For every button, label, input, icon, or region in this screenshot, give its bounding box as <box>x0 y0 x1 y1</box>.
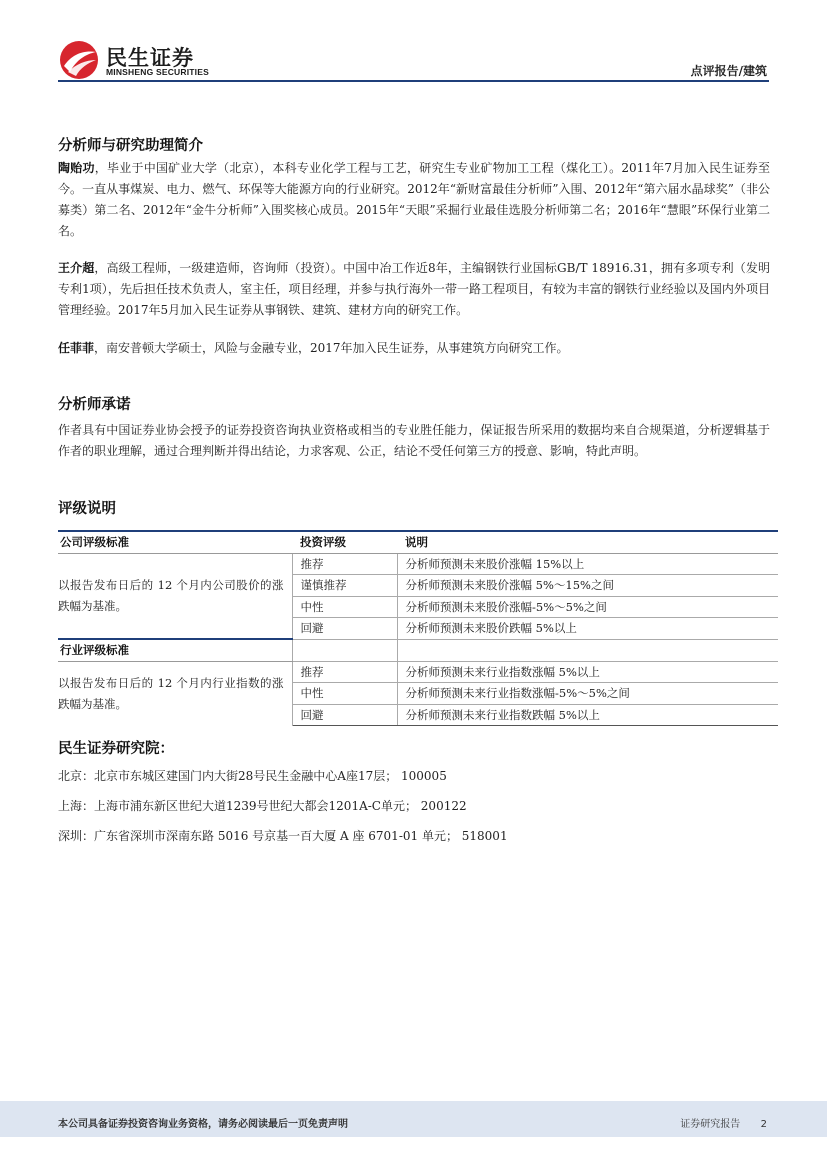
description-cell: 分析师预测未来行业指数涨幅 5%以上 <box>397 661 778 683</box>
analyst-bio-text: ，高级工程师，一级建造师，咨询师（投资）。中国中冶工作近8年，主编钢铁行业国标GB/T 18916.31，拥有多项专利（发明专利1项），先后担任技术负责人，室主任，项目经理，并参与执行海外一带一路工程项目，有较为丰富的钢铁行业经验以及国内外项目管理经验。2017年5月加入民生证券从事钢铁、建筑、建材方向的研究工作。 <box>58 261 770 317</box>
rating-cell: 中性 <box>292 683 397 705</box>
analyst-name: 任菲菲 <box>58 341 95 355</box>
brand-name-en: MINSHENG SECURITIES <box>106 67 209 77</box>
description-cell: 分析师预测未来股价涨幅 5%～15%之间 <box>397 575 778 597</box>
brand-logo <box>58 40 208 80</box>
commitment-section-title: 分析师承诺 <box>58 396 131 413</box>
analyst-bio-2 <box>58 258 770 321</box>
rating-cell: 回避 <box>292 618 397 640</box>
rating-cell: 中性 <box>292 596 397 618</box>
address-beijing: 北京：北京市东城区建国门内大街28号民生金融中心A座17层； 100005 <box>58 769 447 783</box>
rating-cell: 谨慎推荐 <box>292 575 397 597</box>
analyst-name: 陶贻功 <box>58 161 95 175</box>
report-type: 点评报告/建筑 <box>690 64 767 78</box>
rating-cell: 回避 <box>292 704 397 726</box>
address-shenzhen: 深圳：广东省深圳市深南东路 5016 号京基一百大厦 A 座 6701-01 单元； 518001 <box>58 829 508 843</box>
industry-standard-text: 以报告发布日后的 12 个月内行业指数的涨跌幅为基准。 <box>58 661 292 726</box>
description-header: 说明 <box>397 531 778 553</box>
industry-header-row <box>58 639 778 661</box>
page-number: 2 <box>760 1119 767 1130</box>
minsheng-logo-icon <box>58 40 100 80</box>
table-header-row <box>58 531 778 553</box>
description-cell: 分析师预测未来股价跌幅 5%以上 <box>397 618 778 640</box>
analysts-section-title: 分析师与研究助理简介 <box>58 137 203 154</box>
description-cell: 分析师预测未来行业指数跌幅 5%以上 <box>397 704 778 726</box>
address-shanghai: 上海：上海市浦东新区世纪大道1239号世纪大都会1201A-C单元； 200122 <box>58 799 467 813</box>
commitment-text: 作者具有中国证券业协会授予的证券投资咨询执业资格或相当的专业胜任能力，保证报告所采用的数据均来自合规渠道，分析逻辑基于作者的职业理解，通过合理判断并得出结论，力求客观、公正，结论不受任何第三方的授意、影响，特此声明。 <box>58 423 770 458</box>
header-divider <box>58 80 769 82</box>
brand-name-cn: 民生证券 <box>106 46 194 70</box>
analyst-name: 王介超 <box>58 261 95 275</box>
description-cell: 分析师预测未来股价涨幅 15%以上 <box>397 553 778 575</box>
rating-cell: 推荐 <box>292 553 397 575</box>
rating-cell: 推荐 <box>292 661 397 683</box>
footer-disclaimer: 本公司具备证券投资咨询业务资格，请务必阅读最后一页免责声明 <box>58 1119 348 1130</box>
rating-section-title: 评级说明 <box>58 500 116 517</box>
analyst-bio-1 <box>58 158 770 242</box>
rating-header: 投资评级 <box>292 531 397 553</box>
company-standard-text: 以报告发布日后的 12 个月内公司股价的涨跌幅为基准。 <box>58 553 292 639</box>
company-standard-header: 公司评级标准 <box>58 531 292 553</box>
table-row <box>58 553 778 575</box>
rating-table <box>58 530 778 726</box>
description-cell: 分析师预测未来行业指数涨幅-5%～5%之间 <box>397 683 778 705</box>
footer-label: 证券研究报告 <box>680 1119 741 1130</box>
footer-page-info <box>680 1115 767 1130</box>
analyst-bio-text: ，毕业于中国矿业大学（北京），本科专业化学工程与工艺，研究生专业矿物加工工程（煤化工）。2011年7月加入民生证券至今。一直从事煤炭、电力、燃气、环保等大能源方向的行业研究。2012年“新财富最佳分析师”入围、2012年“第六届水晶球奖”（非公募类）第二名、2012年“金牛分析师”入围奖核心成员。2015年“天眼”采掘行业最佳选股分析师第二名；2016年“慧眼”环保行业第二名。 <box>58 161 770 238</box>
analyst-bio-3 <box>58 338 770 359</box>
description-cell: 分析师预测未来股价涨幅-5%～5%之间 <box>397 596 778 618</box>
analyst-bio-text: ，南安普顿大学硕士，风险与金融专业，2017年加入民生证券，从事建筑方向研究工作。 <box>94 341 569 355</box>
table-row <box>58 661 778 683</box>
industry-standard-header: 行业评级标准 <box>58 639 292 661</box>
institute-title: 民生证券研究院： <box>58 740 174 757</box>
